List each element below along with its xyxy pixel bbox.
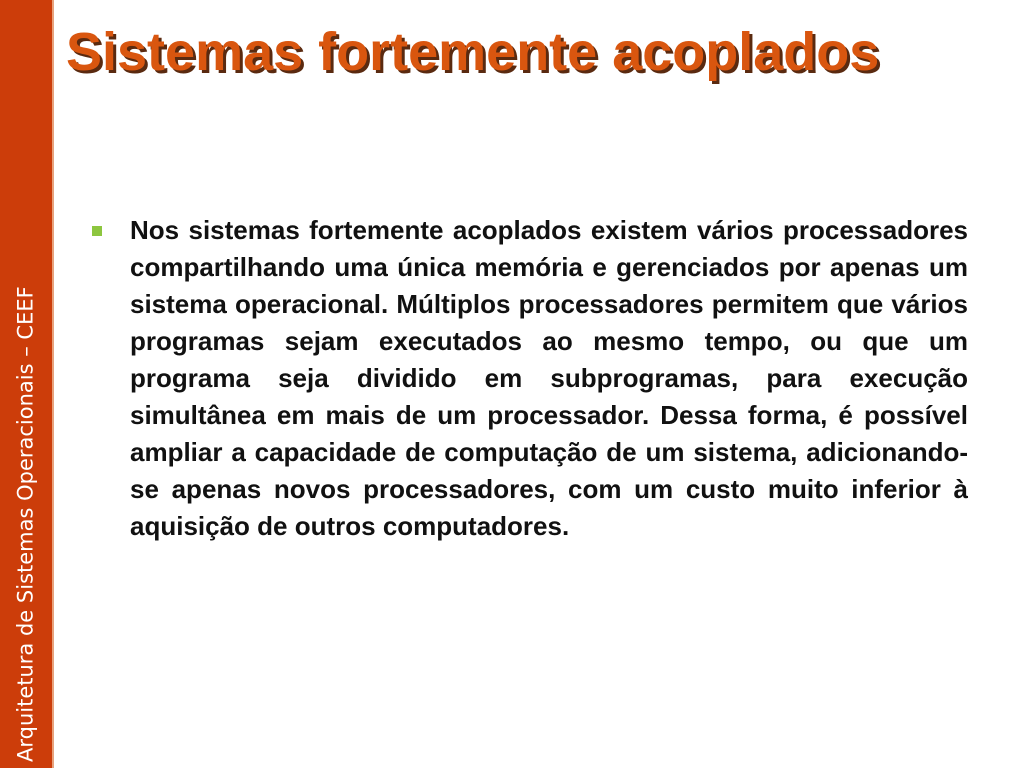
sidebar-caption: Arquitetura de Sistemas Operacionais – CEEF [13,286,38,762]
bullet-item [92,212,968,545]
slide-title: Sistemas fortemente acoplados [66,22,880,82]
sidebar [0,0,52,768]
bullet-text: Nos sistemas fortemente acoplados existem vários processadores compartilhando uma única memória e gerenciados por apenas um sistema operacional. Múltiplos processadores permitem que vários programas sejam executados ao mesmo tempo, ou que um programa seja dividido em subprogramas, para execução simultânea em mais de um processador. Dessa forma, é possível ampliar a capacidade de computação de um sistema, adicionando-se apenas novos processadores, com um custo muito inferior à aquisição de outros computadores. [130,215,968,541]
slide-body [92,212,968,545]
square-bullet-icon [92,226,102,236]
sidebar-edge-divider [52,0,54,768]
